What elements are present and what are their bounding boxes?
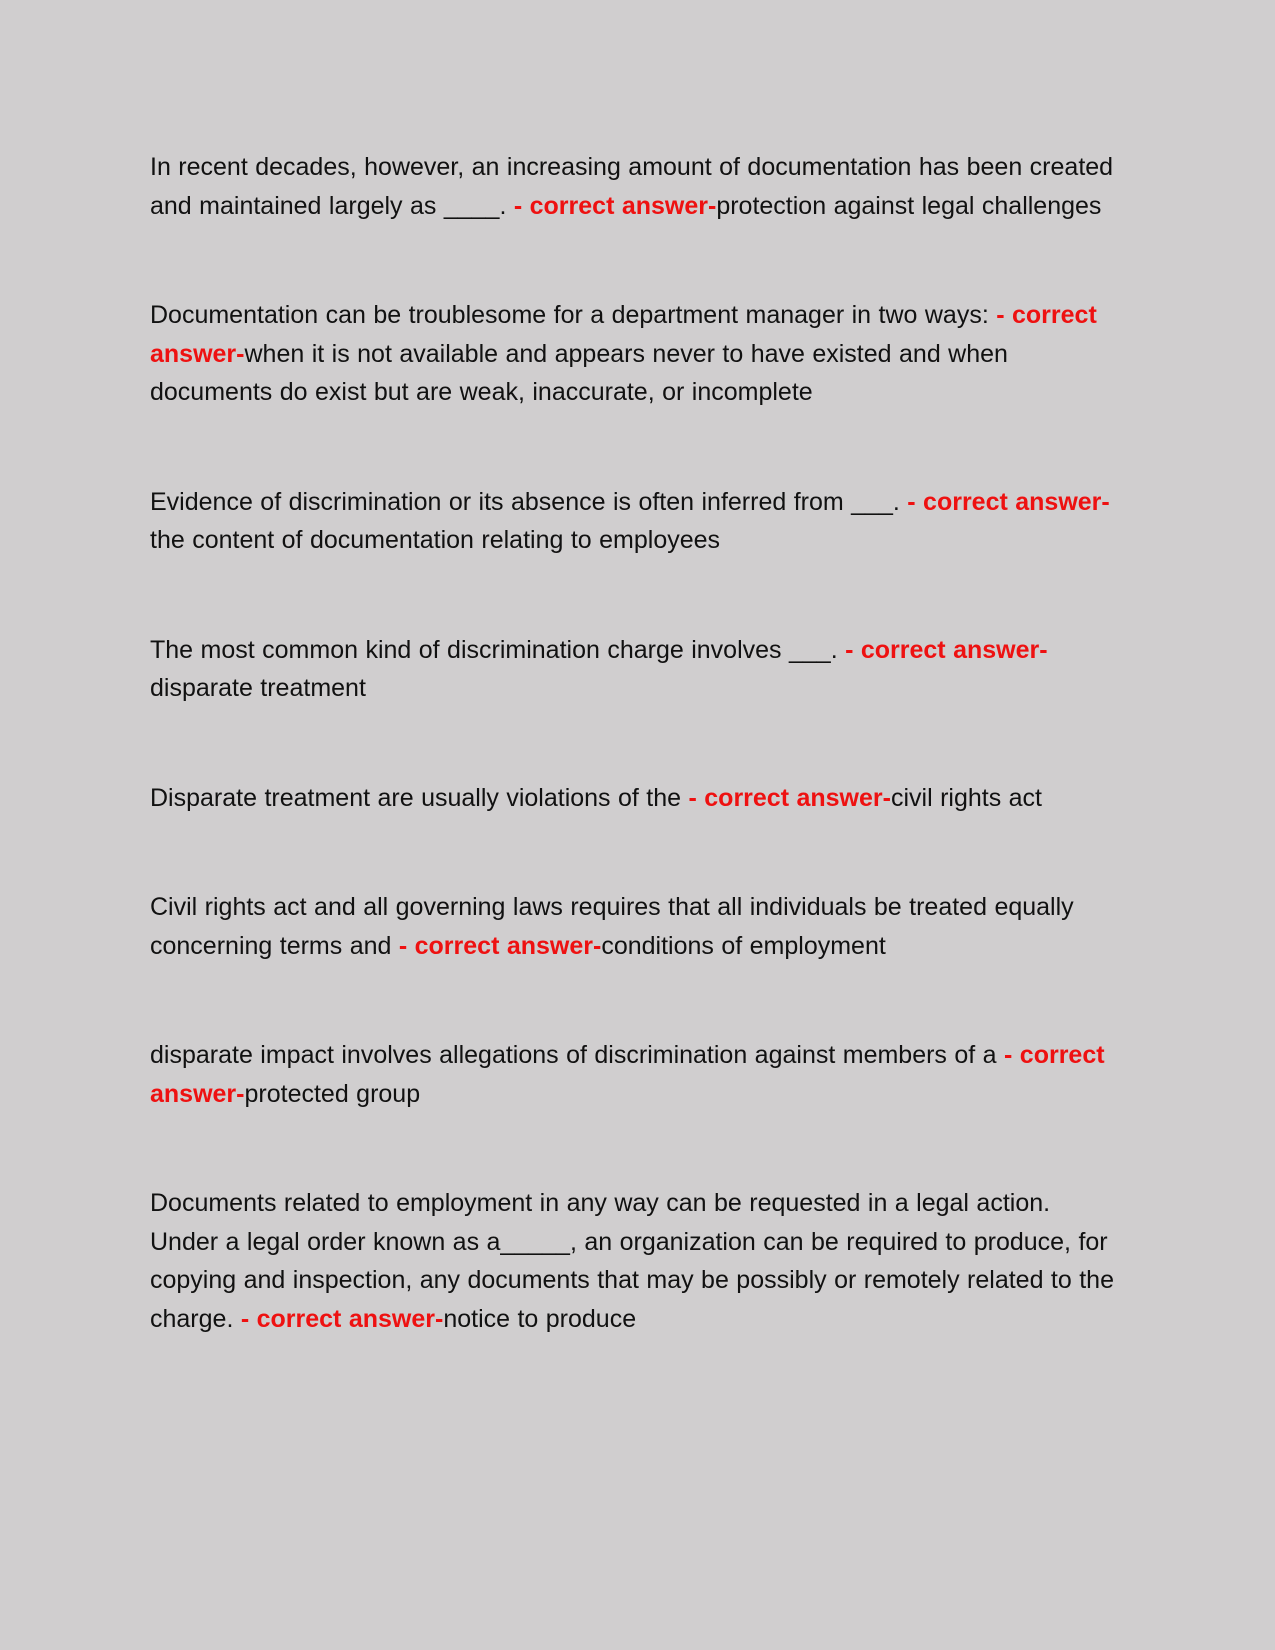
correct-answer-separator: - correct answer- xyxy=(150,1041,1105,1108)
qa-item-2 xyxy=(150,296,1125,412)
question-text: The most common kind of discrimination charge involves ___. xyxy=(150,635,846,664)
answer-text: civil rights act xyxy=(890,783,1043,812)
correct-answer-separator: - correct answer- xyxy=(688,783,891,812)
qa-item-7 xyxy=(150,1036,1125,1113)
qa-item-4 xyxy=(150,631,1125,708)
answer-text: protection against legal challenges xyxy=(716,191,1102,220)
qa-item-6 xyxy=(150,888,1125,965)
answer-text: disparate treatment xyxy=(150,674,366,702)
question-text: Documentation can be troublesome for a department manager in two ways: xyxy=(150,301,997,329)
correct-answer-separator: - correct answer- xyxy=(240,1304,444,1333)
answer-text: conditions of employment xyxy=(601,931,886,960)
question-text: disparate impact involves allegations of discrimination against members of a xyxy=(150,1041,1005,1069)
question-text: Evidence of discrimination or its absence is often inferred from ___. xyxy=(150,487,908,516)
correct-answer-separator: - correct answer- xyxy=(907,487,1110,516)
question-text: Disparate treatment are usually violations of the xyxy=(150,783,689,812)
qa-item-5 xyxy=(150,779,1125,818)
qa-item-1 xyxy=(150,148,1125,225)
answer-text: the content of documentation relating to employees xyxy=(150,526,721,554)
correct-answer-separator: - correct answer- xyxy=(398,931,602,960)
qa-item-8 xyxy=(150,1184,1125,1338)
correct-answer-separator: - correct answer- xyxy=(845,635,1048,664)
question-text: In recent decades, however, an increasing amount of documentation has been created and maintained largely as ____. xyxy=(150,153,1114,220)
answer-text: protected group xyxy=(244,1079,421,1108)
correct-answer-separator: - correct answer- xyxy=(150,301,1097,368)
question-text: Documents related to employment in any way can be requested in a legal action. Under a legal order known as a_____, an organization can be required to produce, for copying and inspection, any documents that may be possibly or remotely related to the charge. xyxy=(150,1189,1114,1333)
qa-item-3 xyxy=(150,483,1125,560)
question-text: Civil rights act and all governing laws requires that all individuals be treated equally concerning terms and xyxy=(150,893,1074,960)
answer-text: when it is not available and appears never to have existed and when documents do exist but are weak, inaccurate, or incomplete xyxy=(150,339,1008,406)
answer-text: notice to produce xyxy=(443,1304,637,1333)
correct-answer-separator: - correct answer- xyxy=(513,191,717,220)
